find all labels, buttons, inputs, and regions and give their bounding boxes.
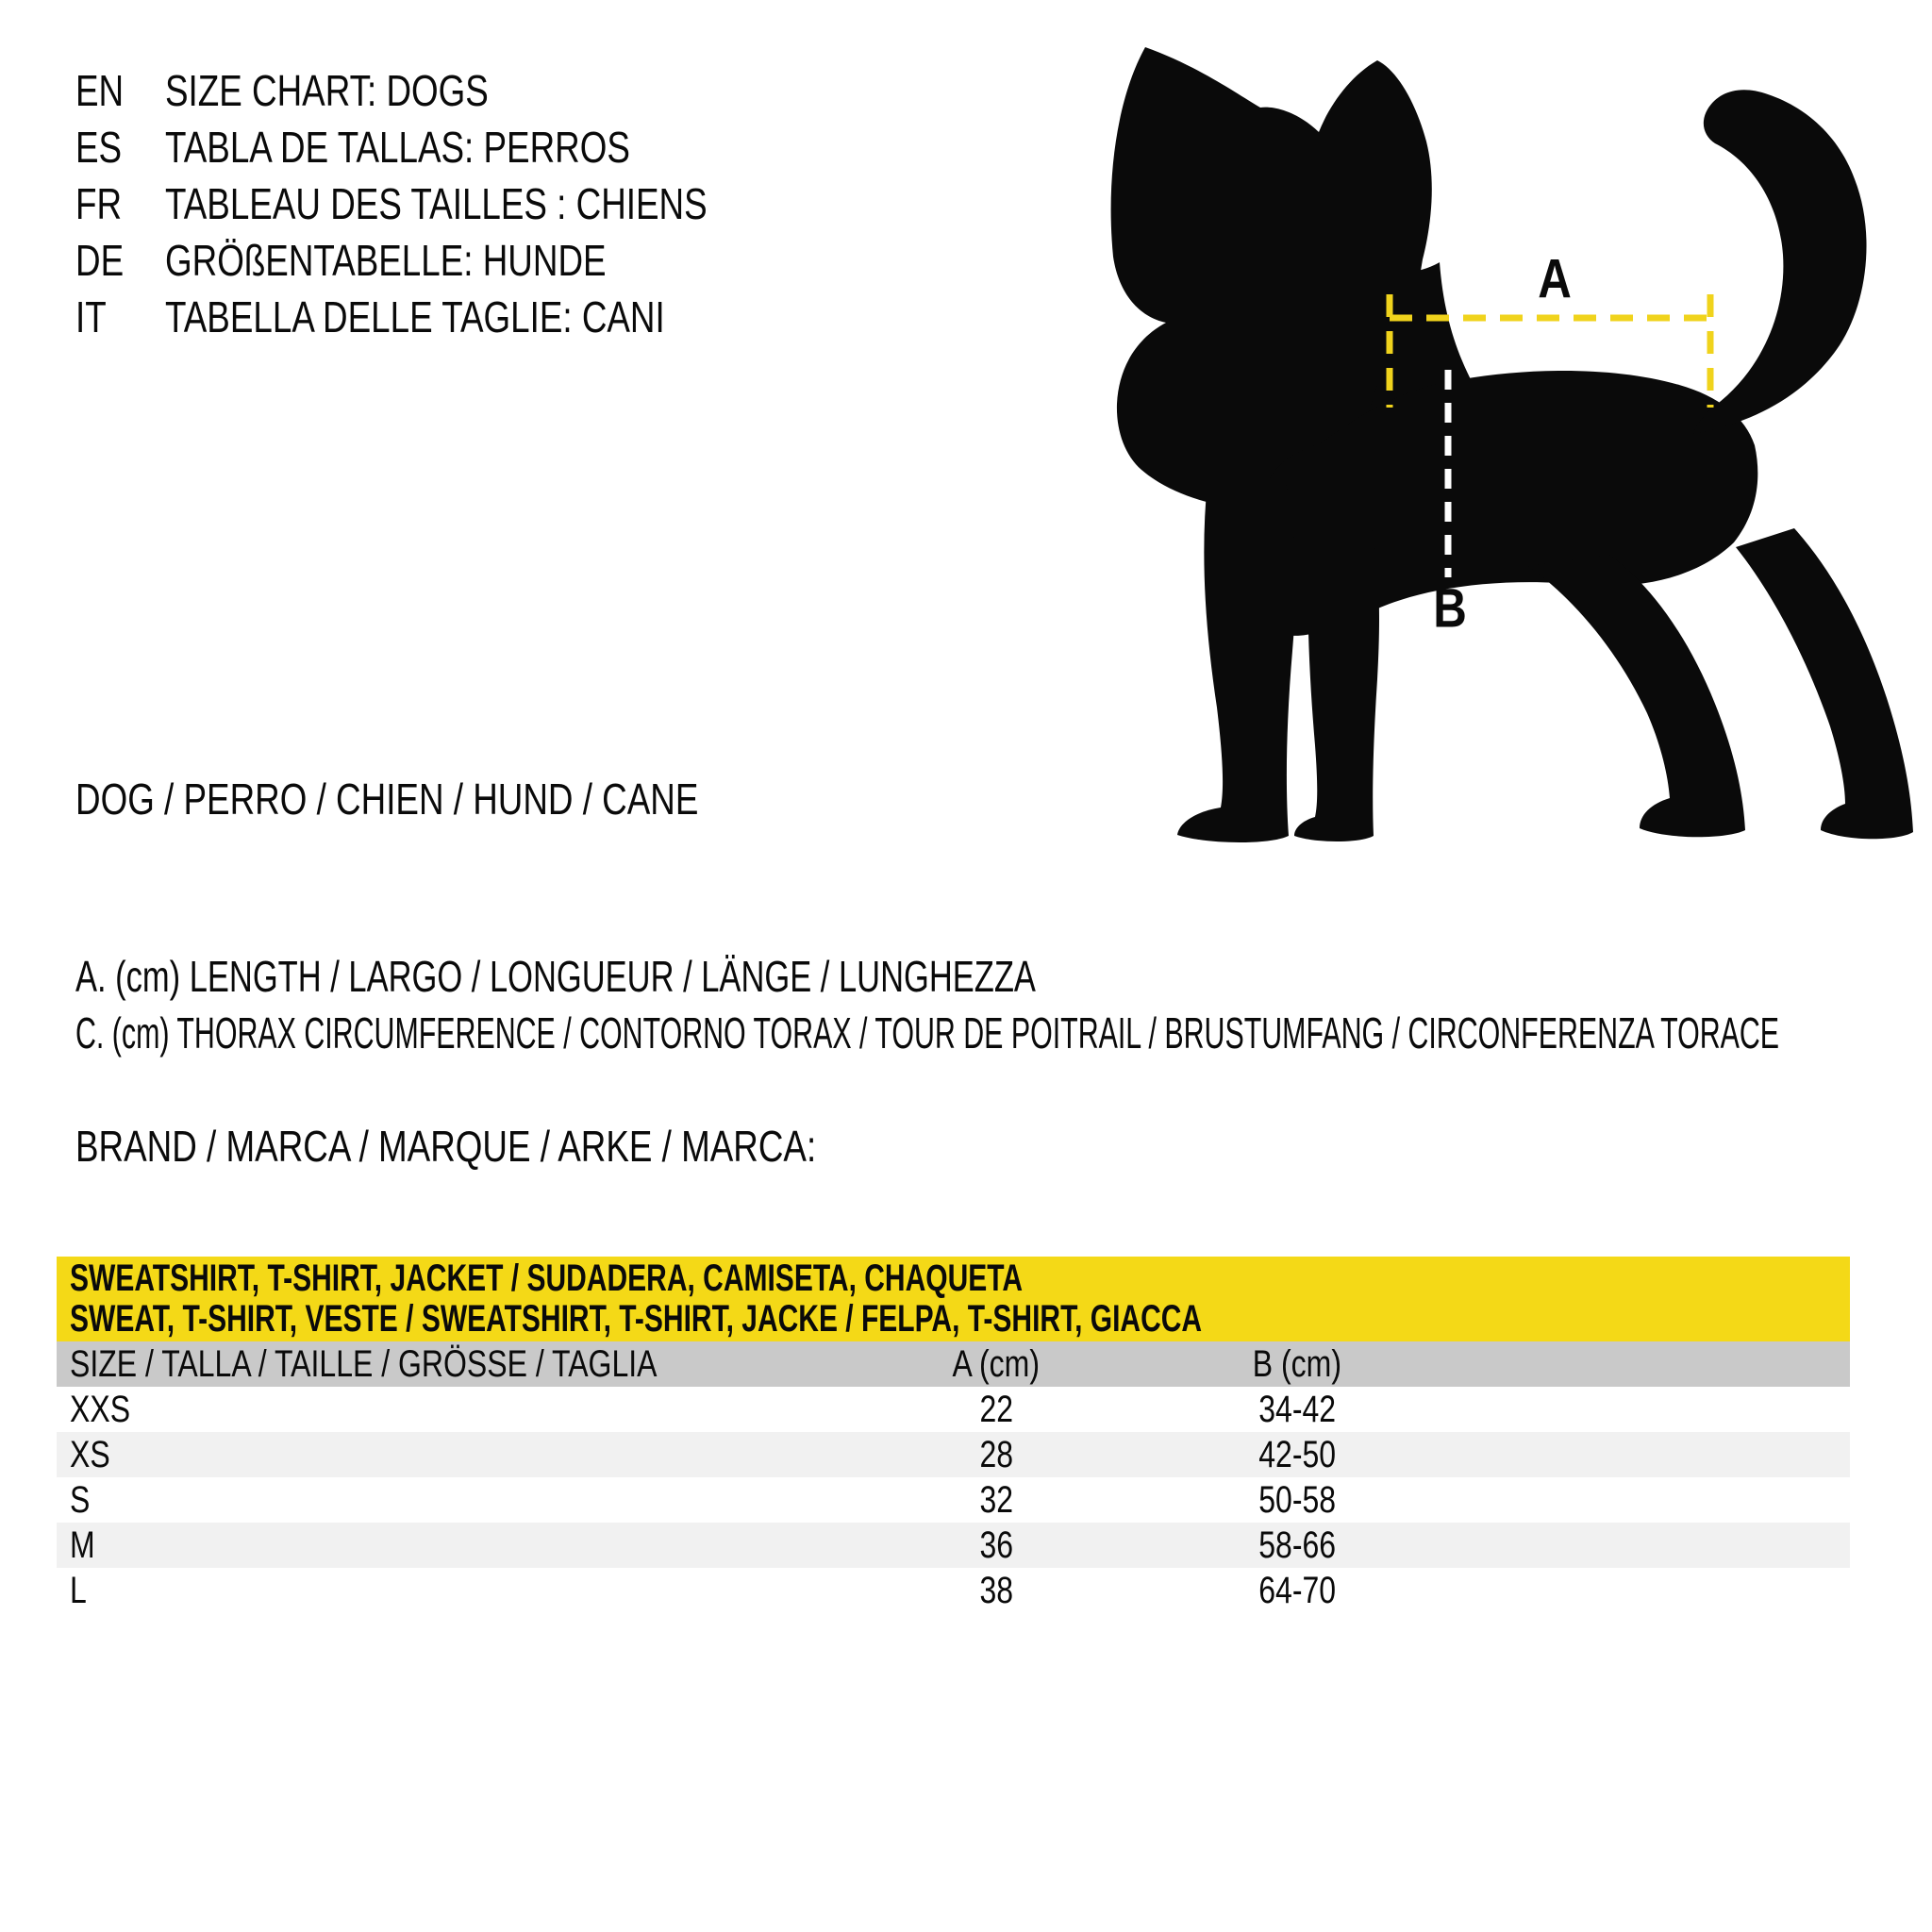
column-header-b: B (cm) <box>1252 1342 1342 1385</box>
language-row-en <box>75 62 842 119</box>
b-cell: 58-66 <box>1258 1524 1336 1566</box>
language-code: EN <box>75 66 125 115</box>
size-table-title <box>57 1257 1850 1341</box>
language-title-block <box>75 62 842 345</box>
size-table-header-row <box>57 1341 1850 1387</box>
size-table <box>57 1257 1850 1613</box>
page-title-de: GRÖßENTABELLE: HUNDE <box>165 236 607 285</box>
page-title-it: TABELLA DELLE TAGLIE: CANI <box>165 292 665 341</box>
language-row-de <box>75 232 842 289</box>
size-table-body <box>57 1387 1850 1613</box>
language-row-es <box>75 119 842 175</box>
b-cell: 42-50 <box>1258 1433 1336 1475</box>
column-header-a: A (cm) <box>952 1342 1041 1385</box>
column-header-size: SIZE / TALLA / TAILLE / GRÖSSE / TAGLIA <box>70 1342 658 1385</box>
table-row-xxs <box>57 1387 1850 1432</box>
table-row-xs <box>57 1432 1850 1477</box>
language-code: ES <box>75 123 123 172</box>
measurement-a-label: A <box>1538 248 1572 310</box>
language-row-it <box>75 289 842 345</box>
measurement-legend-a: A. (cm) LENGTH / LARGO / LONGUEUR / LÄNGE / LUNGHEZZA <box>75 952 1036 1001</box>
size-cell: M <box>70 1524 95 1566</box>
page-title-fr: TABLEAU DES TAILLES : CHIENS <box>165 179 708 228</box>
size-cell: XXS <box>70 1388 131 1430</box>
language-row-fr <box>75 175 842 232</box>
size-cell: S <box>70 1478 91 1521</box>
language-code: IT <box>75 292 107 341</box>
brand-line: BRAND / MARCA / MARQUE / ARKE / MARCA: <box>75 1122 817 1171</box>
language-code: DE <box>75 236 125 285</box>
animal-caption: DOG / PERRO / CHIEN / HUND / CANE <box>75 774 699 824</box>
a-cell: 32 <box>979 1478 1013 1521</box>
dog-silhouette-illustration <box>1085 38 1915 849</box>
page-title-es: TABLA DE TALLAS: PERROS <box>165 123 630 172</box>
table-row-m <box>57 1523 1850 1568</box>
b-cell: 64-70 <box>1258 1569 1336 1611</box>
size-table-title-line2: SWEAT, T-SHIRT, VESTE / SWEATSHIRT, T-SHIRT, JACKE / FELPA, T-SHIRT, GIACCA <box>70 1298 1203 1340</box>
page-title-en: SIZE CHART: DOGS <box>165 66 489 115</box>
b-cell: 34-42 <box>1258 1388 1336 1430</box>
b-cell: 50-58 <box>1258 1478 1336 1521</box>
a-cell: 36 <box>979 1524 1013 1566</box>
language-code: FR <box>75 179 123 228</box>
a-cell: 38 <box>979 1569 1013 1611</box>
size-cell: XS <box>70 1433 110 1475</box>
measurement-legend-c: C. (cm) THORAX CIRCUMFERENCE / CONTORNO TORAX / TOUR DE POITRAIL / BRUSTUMFANG / CIRCONFERENZA TORACE <box>75 1008 1780 1058</box>
dog-measurement-diagram <box>1085 38 1915 849</box>
a-cell: 28 <box>979 1433 1013 1475</box>
table-row-s <box>57 1477 1850 1523</box>
size-cell: L <box>70 1569 87 1611</box>
measurement-b-label: B <box>1433 577 1467 640</box>
a-cell: 22 <box>979 1388 1013 1430</box>
table-row-l <box>57 1568 1850 1613</box>
size-table-title-line1: SWEATSHIRT, T-SHIRT, JACKET / SUDADERA, CAMISETA, CHAQUETA <box>70 1257 1024 1299</box>
